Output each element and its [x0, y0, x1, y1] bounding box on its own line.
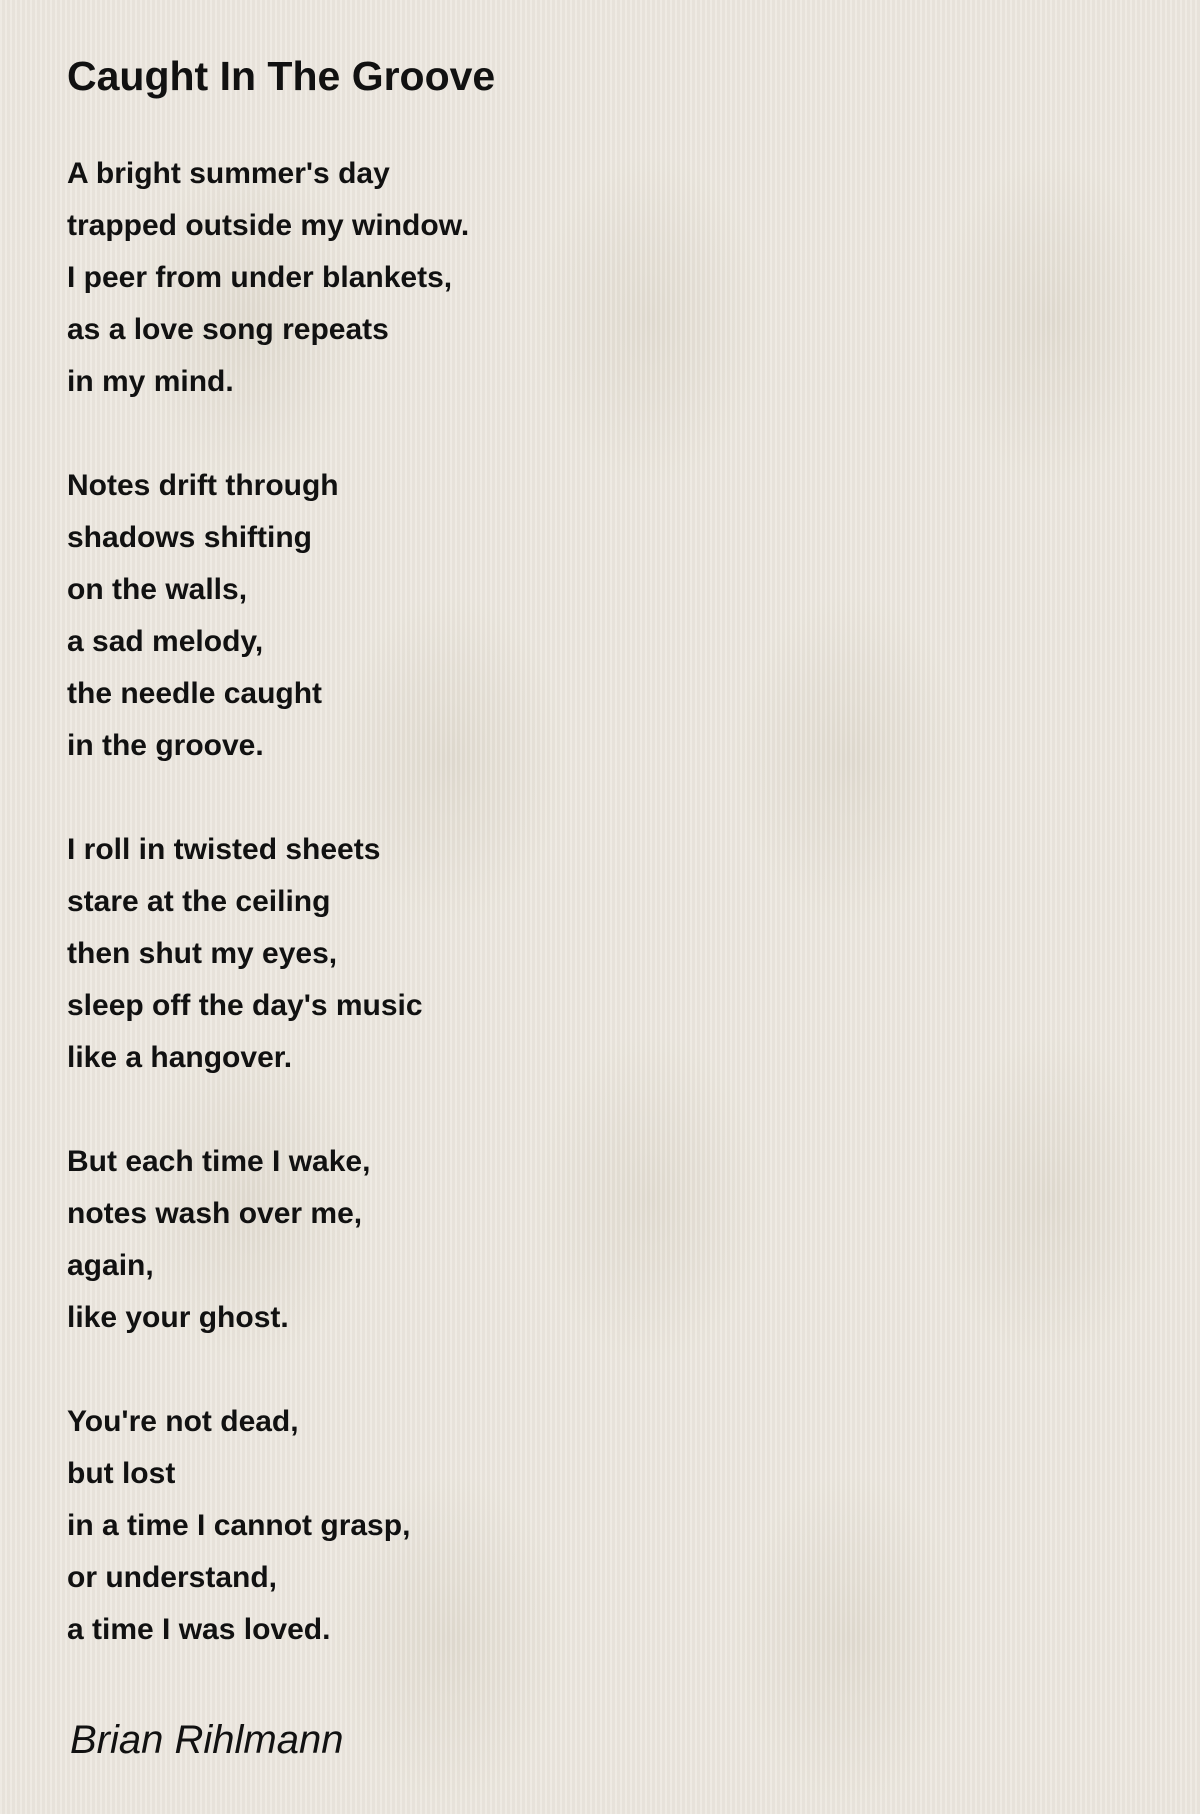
poem-line: a time I was loved. [67, 1613, 331, 1646]
stanza [67, 460, 469, 772]
poem-line: like your ghost. [67, 1301, 289, 1334]
poem-line: But each time I wake, [67, 1145, 371, 1178]
poem-line: sleep off the day's music [67, 989, 423, 1022]
poem-title: Caught In The Groove [67, 53, 496, 99]
poem-line: I roll in twisted sheets [67, 833, 381, 866]
poem-line: again, [67, 1249, 154, 1282]
poem-line: shadows shifting [67, 521, 313, 554]
poem-line: but lost [67, 1457, 176, 1490]
poem-line: as a love song repeats [67, 313, 389, 346]
poem-line: Notes drift through [67, 469, 339, 502]
poem-line: then shut my eyes, [67, 937, 338, 970]
poem-line: on the walls, [67, 573, 248, 606]
poem-line: a sad melody, [67, 625, 264, 658]
poem-line: like a hangover. [67, 1041, 293, 1074]
poem-body [67, 148, 469, 1708]
poem-line: in a time I cannot grasp, [67, 1509, 411, 1542]
poem-line: or understand, [67, 1561, 278, 1594]
stanza [67, 1136, 469, 1344]
poem-author: Brian Rihlmann [70, 1718, 344, 1762]
poem-line: stare at the ceiling [67, 885, 331, 918]
poem-line: I peer from under blankets, [67, 261, 453, 294]
stanza [67, 148, 469, 408]
poem-line: notes wash over me, [67, 1197, 363, 1230]
poem-line: in my mind. [67, 365, 234, 398]
stanza [67, 824, 469, 1084]
stanza [67, 1396, 469, 1656]
poem-line: trapped outside my window. [67, 209, 470, 242]
poem-line: You're not dead, [67, 1405, 299, 1438]
poem-line: in the groove. [67, 729, 264, 762]
poem-line: the needle caught [67, 677, 323, 710]
poem-line: A bright summer's day [67, 157, 390, 190]
